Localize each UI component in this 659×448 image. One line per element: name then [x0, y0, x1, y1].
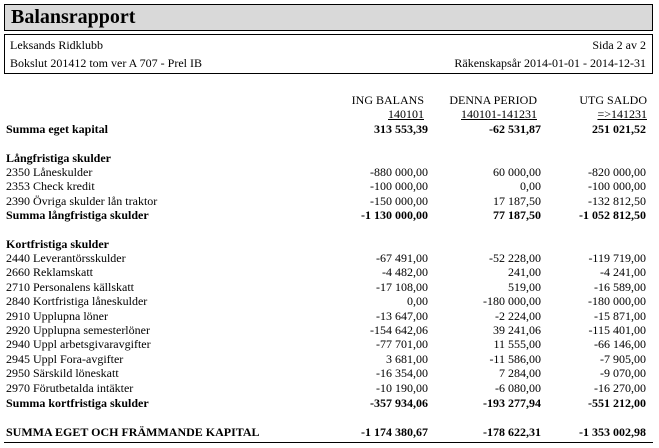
column-header-opening: ING BALANS: [351, 93, 424, 107]
row-label: 2353 Check kredit: [6, 179, 95, 193]
row-label: Summa långfristiga skulder: [6, 208, 149, 222]
summary-row: [6, 425, 647, 439]
opening-balance-value: -100 000,00: [370, 179, 428, 193]
opening-balance-value: 313 553,39: [374, 122, 428, 136]
period-value: 39 241,06: [493, 323, 541, 337]
closing-balance-value: -7 905,00: [600, 352, 646, 366]
column-header-period: DENNA PERIOD: [449, 93, 537, 107]
row-label: 2710 Personalens källskatt: [6, 280, 134, 294]
report-title: Balansrapport: [11, 6, 136, 28]
closing-balance-value: -9 070,00: [600, 366, 646, 380]
row-label: SUMMA EGET OCH FRÄMMANDE KAPITAL: [6, 425, 260, 439]
table-row: [6, 179, 647, 193]
summary-row: [6, 237, 647, 251]
opening-balance-value: -357 934,06: [370, 396, 428, 410]
period-value: 11 555,00: [493, 337, 541, 351]
period-value: -180 000,00: [483, 294, 541, 308]
row-label: 2350 Låneskulder: [6, 165, 93, 179]
report-info-box: [4, 34, 653, 74]
row-label: 2840 Kortfristiga låneskulder: [6, 294, 148, 308]
summary-row: [6, 396, 647, 410]
closing-balance-value: -132 812,50: [588, 194, 646, 208]
table-row: [6, 381, 647, 395]
opening-balance-value: -13 647,00: [376, 309, 428, 323]
period-value: 519,00: [508, 280, 541, 294]
opening-balance-value: -17 108,00: [376, 280, 428, 294]
row-label: 2950 Särskild löneskatt: [6, 366, 119, 380]
row-label: 2945 Uppl Fora-avgifter: [6, 352, 124, 366]
report-title-bar: [4, 4, 653, 31]
company-name: Leksands Ridklubb: [10, 38, 103, 52]
row-label: Summa eget kapital: [6, 122, 108, 136]
row-label: Långfristiga skulder: [6, 151, 112, 165]
opening-balance-value: -154 642,06: [370, 323, 428, 337]
period-value: -2 224,00: [495, 309, 541, 323]
summary-row: [6, 151, 647, 165]
period-value: 60 000,00: [493, 165, 541, 179]
summary-row: [6, 122, 647, 136]
row-label: 2970 Förutbetalda intäkter: [6, 381, 134, 395]
row-label: 2440 Leverantörsskulder: [6, 251, 126, 265]
row-label: Summa kortfristiga skulder: [6, 396, 149, 410]
table-row: [6, 294, 647, 308]
table-row: [6, 352, 647, 366]
column-subheader-closing: =>141231: [597, 107, 647, 121]
closing-balance-value: 251 021,52: [592, 122, 646, 136]
table-row: [6, 323, 647, 337]
closing-balance-value: -551 212,00: [588, 396, 646, 410]
closing-balance-value: -1 052 812,50: [579, 208, 646, 222]
opening-balance-value: -67 491,00: [376, 251, 428, 265]
report-subtitle: Bokslut 201412 tom ver A 707 - Prel IB: [10, 56, 202, 70]
column-subheader-opening: 140101: [388, 107, 424, 121]
closing-balance-value: -1 353 002,98: [579, 425, 646, 439]
row-label: 2390 Övriga skulder lån traktor: [6, 194, 158, 208]
row-label: 2910 Upplupna löner: [6, 309, 108, 323]
column-subheader-period: 140101-141231: [461, 107, 537, 121]
opening-balance-value: -1 174 380,67: [361, 425, 428, 439]
closing-balance-value: -180 000,00: [588, 294, 646, 308]
period-value: 241,00: [508, 265, 541, 279]
row-label: 2940 Uppl arbetsgivaravgifter: [6, 337, 151, 351]
table-row: [6, 337, 647, 351]
period-value: -6 080,00: [495, 381, 541, 395]
fiscal-year: Räkenskapsår 2014-01-01 - 2014-12-31: [454, 56, 646, 70]
table-row: [6, 280, 647, 294]
opening-balance-value: -150 000,00: [370, 194, 428, 208]
closing-balance-value: -115 401,00: [588, 323, 646, 337]
table-row: [6, 165, 647, 179]
closing-balance-value: -100 000,00: [588, 179, 646, 193]
period-value: 17 187,50: [493, 194, 541, 208]
period-value: -11 586,00: [489, 352, 541, 366]
opening-balance-value: 3 681,00: [386, 352, 428, 366]
opening-balance-value: -880 000,00: [370, 165, 428, 179]
period-value: 0,00: [520, 179, 541, 193]
closing-balance-value: -15 871,00: [594, 309, 646, 323]
period-value: 7 284,00: [499, 366, 541, 380]
closing-balance-value: -16 270,00: [594, 381, 646, 395]
row-label: 2660 Reklamskatt: [6, 265, 93, 279]
bottom-rule: [4, 442, 653, 443]
summary-row: [6, 208, 647, 222]
column-header-closing: UTG SALDO: [579, 93, 647, 107]
table-row: [6, 251, 647, 265]
closing-balance-value: -119 719,00: [588, 251, 646, 265]
row-label: 2920 Upplupna semesterlöner: [6, 323, 150, 337]
closing-balance-value: -66 146,00: [594, 337, 646, 351]
period-value: -52 228,00: [489, 251, 541, 265]
opening-balance-value: -4 482,00: [382, 265, 428, 279]
table-row: [6, 309, 647, 323]
period-value: -62 531,87: [489, 122, 541, 136]
closing-balance-value: -4 241,00: [600, 265, 646, 279]
opening-balance-value: -10 190,00: [376, 381, 428, 395]
opening-balance-value: -1 130 000,00: [361, 208, 428, 222]
opening-balance-value: -77 701,00: [376, 337, 428, 351]
table-row: [6, 265, 647, 279]
row-label: Kortfristiga skulder: [6, 237, 109, 251]
page-indicator: Sida 2 av 2: [592, 38, 646, 52]
table-row: [6, 366, 647, 380]
closing-balance-value: -16 589,00: [594, 280, 646, 294]
table-row: [6, 194, 647, 208]
period-value: -178 622,31: [483, 425, 541, 439]
period-value: -193 277,94: [483, 396, 541, 410]
closing-balance-value: -820 000,00: [588, 165, 646, 179]
opening-balance-value: -16 354,00: [376, 366, 428, 380]
period-value: 77 187,50: [493, 208, 541, 222]
opening-balance-value: 0,00: [407, 294, 428, 308]
